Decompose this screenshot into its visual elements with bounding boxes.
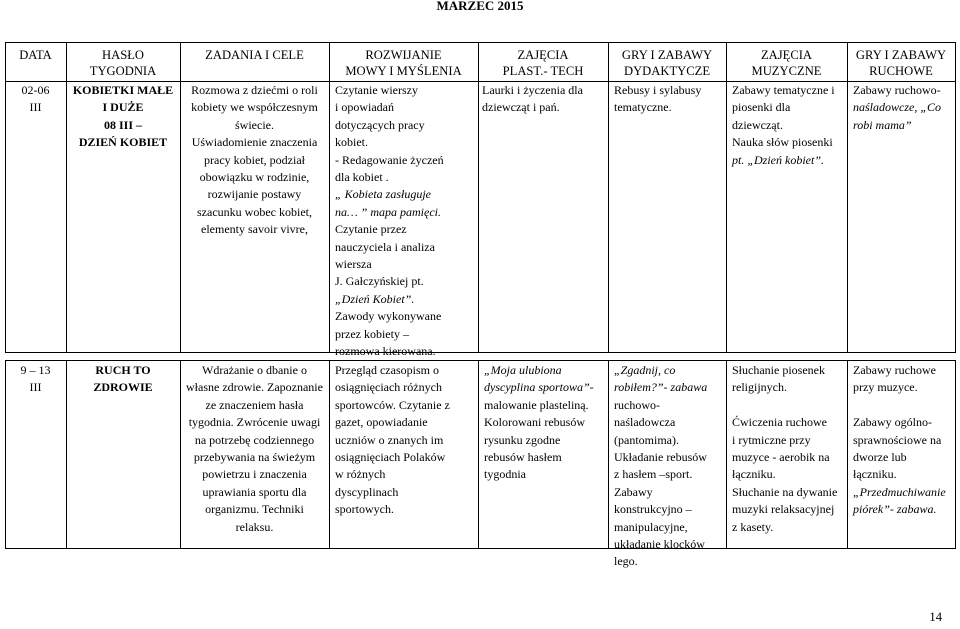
header-line: HASŁO	[102, 48, 144, 62]
cell-line: przy muzyce.	[853, 380, 918, 395]
cell-line: tygodnia. Zwrócenie uwagi	[188, 415, 321, 430]
cell-line: na potrzebę codziennego	[194, 432, 315, 447]
header-line: DATA	[19, 48, 52, 62]
slogan-cell	[66, 362, 180, 397]
column-divider	[955, 360, 956, 549]
cell-line: dworze lub	[853, 450, 907, 465]
cell-line: uprawiania sportu dla	[202, 484, 307, 499]
cell-line: sprawnościowe na	[853, 432, 942, 447]
table-border-bottom	[5, 548, 955, 549]
header-line: MUZYCZNE	[751, 64, 822, 78]
header-movement	[847, 47, 955, 79]
cell-line: ZDROWIE	[93, 380, 153, 395]
table-border-top	[5, 360, 955, 361]
cell-line: Przegląd czasopism o	[335, 363, 439, 377]
cell-line: J. Gałczyńskiej pt.	[335, 274, 424, 289]
cell-line: naśladowcze, „Co	[853, 100, 942, 115]
column-divider	[726, 42, 727, 353]
cell-line: Zawody wykonywane	[335, 309, 442, 324]
cell-line: i rytmiczne przy	[732, 432, 811, 447]
cell-line: osiągnięciach Polaków	[335, 450, 446, 465]
header-line: ROZWIJANIE	[365, 48, 442, 62]
cell-line: „Moja ulubiona	[484, 363, 562, 377]
column-divider	[478, 42, 479, 353]
page-title: MARZEC 2015	[436, 0, 524, 13]
header-art	[478, 47, 608, 79]
cell-line: dotyczących pracy	[335, 117, 425, 132]
cell-line: Wdrażanie o dbanie o	[202, 363, 307, 377]
cell-line: Zabawy ruchowo-	[853, 83, 941, 97]
cell-line: Czytanie przez	[335, 222, 407, 237]
cell-line: dyscyplinach	[335, 484, 399, 499]
speech-cell	[335, 362, 476, 519]
header-didactic	[608, 47, 726, 79]
cell-line: Układanie rebusów	[614, 450, 707, 465]
column-divider	[329, 360, 330, 549]
movement-cell	[853, 82, 953, 134]
cell-line: rysunku zgodne	[484, 432, 561, 447]
speech-cell	[335, 82, 476, 361]
cell-line: Zabawy ogólno-	[853, 415, 932, 430]
cell-line: - Redagowanie życzeń	[335, 152, 444, 167]
cell-line: DZIEŃ KOBIET	[78, 135, 168, 150]
cell-line: Słuchanie na dywanie	[732, 484, 838, 499]
cell-line: Ćwiczenia ruchowe	[732, 415, 827, 430]
cell-line: Laurki i życzenia dla	[482, 83, 583, 97]
cell-line: łączniku.	[853, 467, 897, 482]
header-music	[726, 47, 847, 79]
column-divider	[955, 42, 956, 353]
cell-line: łączniku.	[732, 467, 776, 482]
cell-line: Zabawy tematyczne i	[732, 83, 835, 97]
cell-line: elementy savoir vivre,	[201, 222, 308, 237]
movement-cell	[853, 362, 953, 519]
column-divider	[329, 42, 330, 353]
column-divider	[847, 42, 848, 353]
cell-line: „Przedmuchiwanie	[853, 484, 946, 499]
cell-line: naśladowcza	[614, 415, 676, 430]
cell-line: szacunku wobec kobiet,	[197, 204, 312, 219]
column-divider	[726, 360, 727, 549]
cell-line: malowanie plasteliną.	[484, 397, 589, 412]
header-goals	[180, 47, 329, 63]
cell-line: własne zdrowie. Zapoznanie	[186, 380, 323, 395]
cell-line: KOBIETKI MAŁE	[72, 83, 174, 97]
cell-line: w różnych	[335, 467, 386, 482]
cell-line: muzyce - aerobik na	[732, 450, 830, 465]
cell-line: obowiązku w rodzinie,	[199, 170, 310, 185]
cell-line: konstrukcyjno –	[614, 502, 692, 517]
cell-line: dziewcząt.	[732, 117, 783, 132]
goals-cell	[180, 362, 329, 536]
cell-line: sportowych.	[335, 502, 394, 517]
cell-line: Uświadomienie znaczenia	[191, 135, 318, 150]
cell-line: tematyczne.	[614, 100, 672, 115]
cell-line: Zabawy	[614, 484, 653, 499]
slogan-cell	[66, 82, 180, 152]
cell-line: „Zgadnij, co	[614, 363, 676, 377]
cell-line: ruchowo-	[614, 397, 660, 412]
cell-line: Słuchanie piosenek	[732, 363, 825, 377]
didactic-cell	[614, 82, 724, 117]
header-line: ZAJĘCIA	[517, 48, 569, 62]
cell-line: organizmu. Techniki	[205, 502, 304, 517]
cell-line: rebusów hasłem	[484, 450, 562, 465]
header-line: MOWY I MYŚLENIA	[345, 64, 462, 78]
cell-line: rozwijanie postawy	[207, 187, 302, 202]
cell-line: z kasety.	[732, 519, 774, 534]
table-border-bottom	[5, 352, 955, 353]
cell-line: robi mama”	[853, 117, 912, 132]
cell-line: I DUŻE	[102, 100, 144, 115]
column-divider	[478, 360, 479, 549]
cell-line: RUCH TO	[95, 363, 151, 377]
cell-line: wiersza	[335, 257, 372, 272]
cell-line: piosenki dla	[732, 100, 791, 115]
header-line: DYDAKTYCZE	[623, 64, 711, 78]
cell-line: 02-06	[21, 83, 50, 97]
cell-line: dla kobiet .	[335, 170, 389, 185]
cell-line: 9 – 13	[20, 363, 51, 377]
cell-line: dziewcząt i pań.	[482, 100, 560, 115]
music-cell	[732, 82, 845, 169]
cell-line: lego.	[614, 554, 638, 569]
cell-line: III	[29, 380, 42, 395]
cell-line: Zabawy ruchowe	[853, 363, 936, 377]
cell-line: Nauka słów piosenki	[732, 135, 833, 150]
cell-line: religijnych.	[732, 380, 787, 395]
header-speech	[329, 47, 478, 79]
cell-line: gazet, opowiadanie	[335, 415, 428, 430]
cell-line: układanie klocków	[614, 537, 705, 552]
cell-line: z hasłem –sport.	[614, 467, 693, 482]
cell-line: pracy kobiet, podział	[204, 152, 305, 167]
cell-line: uczniów o znanych im	[335, 432, 444, 447]
cell-line: kobiety we współczesnym	[191, 100, 318, 115]
header-line: ZAJĘCIA	[760, 48, 813, 62]
cell-line: sportowców. Czytanie z	[335, 397, 450, 412]
cell-line: rozmowa kierowana.	[335, 344, 436, 359]
cell-line: świecie.	[235, 117, 274, 132]
cell-line: powietrzu i znaczenia	[202, 467, 307, 482]
table-border-top	[5, 42, 955, 43]
cell-line: nauczyciela i analiza	[335, 239, 435, 254]
column-divider	[608, 42, 609, 353]
date-cell	[5, 362, 66, 397]
cell-line: 08 III –	[103, 117, 142, 132]
cell-line: Czytanie wierszy	[335, 83, 418, 97]
art-cell	[482, 82, 606, 117]
column-divider	[847, 360, 848, 549]
header-line: ZADANIA I CELE	[205, 48, 304, 62]
header-line: PLAST.- TECH	[502, 64, 584, 78]
header-line: GRY I ZABAWY	[855, 48, 947, 62]
column-divider	[608, 360, 609, 549]
cell-line: przebywania na świeżym	[193, 450, 316, 465]
cell-line: piórek”- zabawa.	[853, 502, 937, 517]
header-line: GRY I ZABAWY	[621, 48, 713, 62]
cell-line: „ Kobieta zasługuje	[335, 187, 432, 202]
cell-line: kobiet.	[335, 135, 368, 150]
cell-line: Rebusy i sylabusy	[614, 83, 702, 97]
cell-line: manipulacyjne,	[614, 519, 688, 534]
cell-line: III	[29, 100, 42, 115]
header-slogan	[66, 47, 180, 79]
date-cell	[5, 82, 66, 117]
cell-line: na… ” mapa pamięci.	[335, 204, 441, 219]
cell-line: dyscyplina sportowa”-	[484, 380, 594, 395]
cell-line: tygodnia	[484, 467, 526, 482]
cell-line: osiągnięciach różnych	[335, 380, 442, 395]
cell-line: ze znaczeniem hasła	[205, 397, 304, 412]
cell-line: „Dzień Kobiet”.	[335, 291, 415, 306]
header-date	[5, 47, 66, 63]
cell-line: Rozmowa z dziećmi o roli	[191, 83, 318, 97]
header-line: TYGODNIA	[89, 64, 157, 78]
cell-line: (pantomima).	[614, 432, 679, 447]
cell-line	[732, 397, 845, 414]
didactic-cell	[614, 362, 724, 571]
cell-line: i opowiadań	[335, 100, 394, 115]
header-line: RUCHOWE	[869, 64, 933, 78]
cell-line: relaksu.	[235, 519, 274, 534]
art-cell	[484, 362, 606, 484]
music-cell	[732, 362, 845, 536]
goals-cell	[180, 82, 329, 239]
cell-line: robiłem?”- zabawa	[614, 380, 708, 395]
cell-line: muzyki relaksacyjnej	[732, 502, 835, 517]
cell-line: Kolorowani rebusów	[484, 415, 585, 430]
cell-line: przez kobiety –	[335, 326, 409, 341]
page-number: 14	[929, 610, 942, 624]
cell-line: pt. „Dzień kobiet”.	[732, 152, 824, 167]
cell-line	[853, 397, 953, 414]
